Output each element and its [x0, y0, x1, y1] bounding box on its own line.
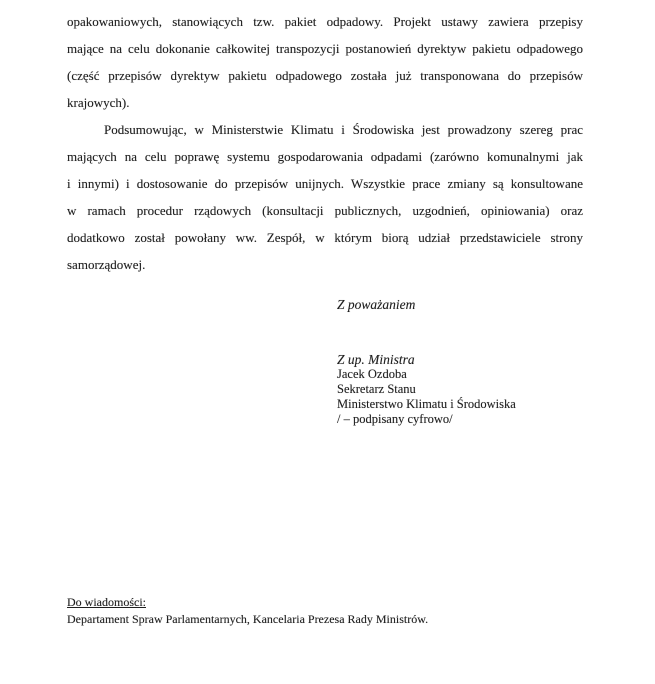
body-line: Podsumowując, w Ministerstwie Klimatu i Środowiska jest prowadzony szereg prac: [104, 122, 583, 137]
body-line: dodatkowo został powołany ww. Zespół, w którym biorą udział przedstawiciele strony: [67, 230, 583, 245]
body-line: mające na celu dokonanie całkowitej transpozycji postanowień dyrektyw pakietu odpadowego: [67, 41, 583, 56]
body-line: samorządowej.: [67, 257, 146, 272]
letter-paragraph: [67, 8, 583, 116]
body-line: w ramach procedur rządowych (konsultacji publicznych, uzgodnień, opiniowania) oraz: [67, 203, 583, 218]
signature-title: Sekretarz Stanu: [337, 382, 416, 396]
signature-on-behalf: Z up. Ministra: [337, 352, 415, 367]
body-line: opakowaniowych, stanowiących tzw. pakiet odpadowy. Projekt ustawy zawiera przepisy: [67, 14, 583, 29]
letter-body: [67, 8, 583, 278]
signature-organization: Ministerstwo Klimatu i Środowiska: [337, 397, 516, 411]
letter-paragraph: [67, 116, 583, 278]
cc-recipient: Departament Spraw Parlamentarnych, Kancelaria Prezesa Rady Ministrów.: [67, 611, 429, 626]
signature-name: Jacek Ozdoba: [337, 367, 407, 381]
signature-digital-note: / – podpisany cyfrowo/: [337, 412, 453, 426]
body-line: i innymi) i dostosowanie do przepisów unijnych. Wszystkie prace zmiany są konsultowane: [67, 176, 583, 191]
signature-block: [337, 352, 516, 427]
body-line: krajowych).: [67, 95, 130, 110]
cc-label: Do wiadomości:: [67, 595, 146, 609]
cc-block: [67, 594, 428, 627]
closing-line: Z poważaniem: [337, 297, 416, 312]
body-line: mających na celu poprawę systemu gospodarowania odpadami (zarówno komunalnymi jak: [67, 149, 583, 164]
body-line: (część przepisów dyrektyw pakietu odpadowego została już transponowana do przepisów: [67, 68, 583, 83]
